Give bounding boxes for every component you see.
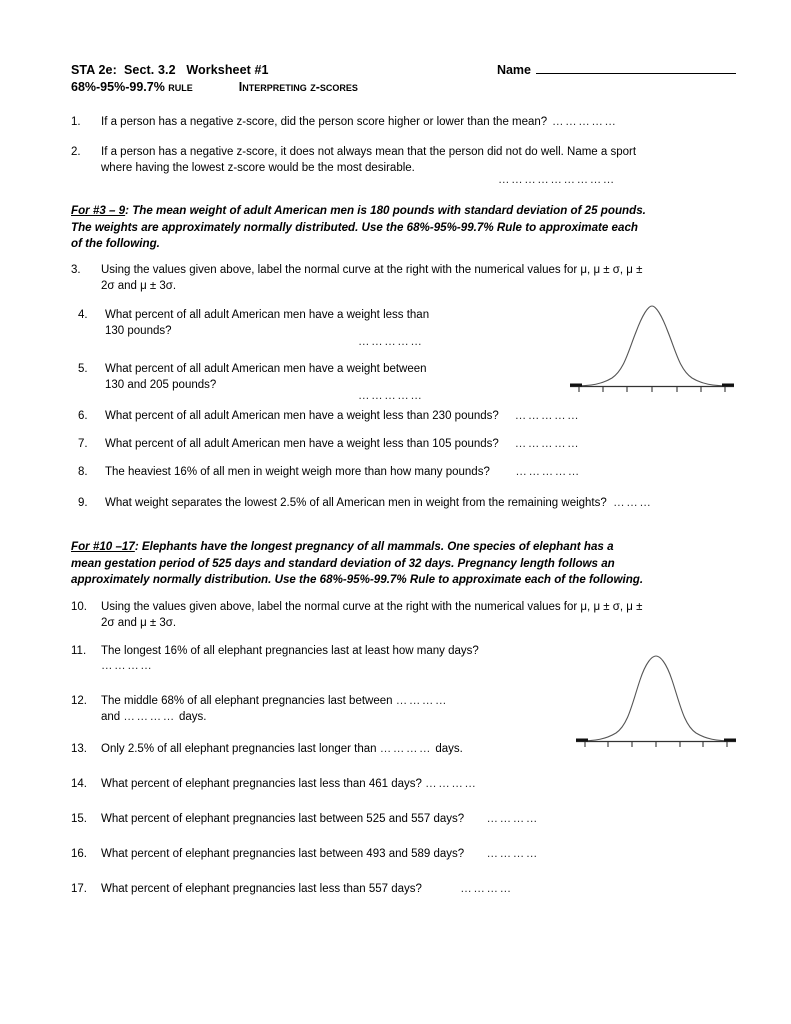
question-4-number: 4. (78, 309, 88, 321)
question-6 (78, 409, 743, 425)
instruction-elephants-line-3: approximately normally distribution. Use the 68%-95%-99.7% Rule to approximate each of the following. (71, 573, 644, 586)
question-9-number: 9. (78, 497, 88, 509)
instruction-block-elephants (71, 539, 731, 589)
question-5-number: 5. (78, 363, 88, 375)
question-4-answer-blank[interactable]: …………… (358, 336, 424, 348)
question-8-text (78, 465, 743, 481)
question-8-answer-blank[interactable]: …………… (515, 466, 581, 478)
question-17-answer-blank[interactable]: ………… (460, 883, 513, 895)
name-field-group (497, 62, 736, 77)
instruction-men-line-3: of the following. (71, 237, 160, 250)
question-17-prompt: What percent of elephant pregnancies last less than 557 days? (101, 883, 422, 895)
question-1-prompt: If a person has a negative z-score, did the person score higher or lower than the mean? (101, 116, 548, 128)
question-6-text (78, 409, 743, 425)
question-13-suffix: days. (432, 743, 463, 755)
question-5-answer-blank[interactable]: …………… (358, 390, 424, 402)
question-14-number: 14. (71, 778, 87, 790)
name-write-in-line[interactable] (536, 62, 736, 74)
subtitle-rule-word: rule (168, 80, 193, 94)
question-13 (71, 742, 591, 758)
question-15 (71, 812, 736, 828)
header-row-title (71, 62, 736, 77)
question-2-line-2: where having the lowest z-score would be the most desirable. (101, 161, 415, 174)
question-5-line-1: What percent of all adult American men have a weight between (105, 363, 427, 375)
question-12-line-1-prompt: The middle 68% of all elephant pregnancies last between (101, 695, 396, 707)
question-7-number: 7. (78, 438, 88, 450)
question-11-number: 11. (71, 645, 87, 657)
question-14-text (71, 777, 736, 793)
question-7-text (78, 437, 743, 453)
page-header (71, 62, 736, 94)
question-12-answer-blank-1[interactable]: ………… (395, 695, 449, 707)
question-14-prompt: What percent of elephant pregnancies last less than 461 days? (101, 778, 426, 790)
question-11 (71, 644, 551, 660)
question-2-answer-blank[interactable]: ……………………… (498, 174, 616, 186)
question-16-prompt: What percent of elephant pregnancies last between 493 and 589 days? (101, 848, 465, 860)
question-9-answer-blank[interactable]: ……… (613, 497, 653, 509)
instruction-men-line-1 (71, 203, 731, 220)
question-15-text (71, 812, 736, 828)
question-12-line-1 (71, 694, 551, 710)
question-16-text (71, 847, 736, 863)
question-15-answer-blank[interactable]: ………… (486, 813, 539, 825)
question-8-prompt: The heaviest 16% of all men in weight weigh more than how many pounds? (105, 466, 490, 478)
instruction-block-men (71, 203, 731, 253)
question-15-number: 15. (71, 813, 87, 825)
question-9 (78, 496, 778, 512)
question-17 (71, 882, 736, 898)
question-9-text (78, 496, 778, 512)
question-11-answer-blank[interactable]: ………… (101, 660, 154, 672)
question-17-number: 17. (71, 883, 87, 895)
question-14-answer-blank[interactable]: ………… (425, 778, 478, 790)
question-12-line-2 (71, 710, 551, 726)
question-1-answer-blank[interactable]: …………… (552, 116, 618, 128)
question-12-line-2-prefix: and (101, 710, 124, 723)
question-17-text (71, 882, 736, 898)
question-13-text (71, 742, 591, 758)
instruction-men-range-label: For #3 – 9 (71, 204, 126, 217)
question-8-number: 8. (78, 466, 88, 478)
question-6-answer-blank[interactable]: …………… (514, 410, 581, 422)
question-6-number: 6. (78, 410, 88, 422)
question-8 (78, 465, 743, 481)
question-4-line-1: What percent of all adult American men have a weight less than (105, 309, 430, 321)
question-7-prompt: What percent of all adult American men have a weight less than 105 pounds? (105, 438, 499, 450)
question-6-prompt: What percent of all adult American men have a weight less than 230 pounds? (105, 410, 499, 422)
instruction-elephants-line-1 (71, 539, 731, 556)
instruction-elephants-line-1-rest: : Elephants have the longest pregnancy of all mammals. One species of elephant has a (134, 540, 614, 553)
question-4-line-2: 130 pounds? (105, 324, 172, 337)
question-10-line-1: Using the values given above, label the normal curve at the right with the numerical values for μ, μ ± σ, μ ± (101, 601, 643, 613)
question-7 (78, 437, 743, 453)
normal-curve-gestation (572, 648, 740, 753)
question-3-line-1: Using the values given above, label the normal curve at the right with the numerical values for μ, μ ± σ, μ ± (101, 264, 643, 276)
question-2 (71, 145, 736, 176)
question-11-text: The longest 16% of all elephant pregnancies last at least how many days? (101, 645, 479, 657)
subtitle-interpreting-word: nterpreting z-scores (242, 80, 358, 94)
question-3-line-2: 2σ and μ ± 3σ. (101, 279, 177, 292)
question-13-number: 13. (71, 743, 87, 755)
instruction-men-line-1-rest: : The mean weight of adult American men is 180 pounds with standard deviation of 25 pounds. (125, 204, 646, 217)
question-2-line-1: If a person has a negative z-score, it does not always mean that the person did not do well. Name a sport (101, 146, 637, 158)
question-16-answer-blank[interactable]: ………… (486, 848, 539, 860)
question-13-answer-blank[interactable]: ………… (379, 743, 433, 755)
question-10-number: 10. (71, 601, 87, 613)
instruction-men-line-2: The weights are approximately normally distributed. Use the 68%-95%-99.7% Rule to approximate each (71, 220, 638, 234)
question-1 (71, 115, 736, 131)
question-16-number: 16. (71, 848, 87, 860)
question-9-prompt: What weight separates the lowest 2.5% of all American men in weight from the remaining weights? (105, 497, 607, 509)
question-12-line-2-suffix: days. (175, 710, 207, 723)
question-12-number: 12. (71, 695, 87, 707)
question-5-line-2: 130 and 205 pounds? (105, 378, 217, 391)
subtitle-interpreting-initial: I (238, 80, 243, 94)
question-3 (71, 263, 736, 294)
question-12-answer-blank-2[interactable]: ………… (123, 710, 176, 723)
question-1-number: 1. (71, 116, 81, 128)
question-13-prompt: Only 2.5% of all elephant pregnancies last longer than (101, 743, 380, 755)
normal-curve-weights (566, 298, 738, 398)
page-subtitle (71, 80, 736, 94)
question-2-number: 2. (71, 146, 81, 158)
instruction-elephants-range-label: For #10 –17 (71, 540, 135, 553)
question-10 (71, 600, 736, 631)
instruction-elephants-line-2: mean gestation period of 525 days and standard deviation of 32 days. Pregnancy length follows an (71, 556, 615, 570)
question-15-prompt: What percent of elephant pregnancies last between 525 and 557 days? (101, 813, 465, 825)
question-12 (71, 694, 551, 725)
subtitle-rule-prefix: 68%-95%-99.7% (71, 80, 169, 94)
question-10-line-2: 2σ and μ ± 3σ. (101, 616, 177, 629)
name-label: Name (496, 63, 531, 77)
question-16 (71, 847, 736, 863)
question-1-text (71, 115, 736, 131)
question-4 (78, 308, 558, 339)
page-title: STA 2e: Sect. 3.2 Worksheet #1 (71, 63, 269, 77)
question-7-answer-blank[interactable]: …………… (514, 438, 581, 450)
question-3-number: 3. (71, 264, 81, 276)
question-14 (71, 777, 736, 793)
question-5 (78, 362, 558, 393)
